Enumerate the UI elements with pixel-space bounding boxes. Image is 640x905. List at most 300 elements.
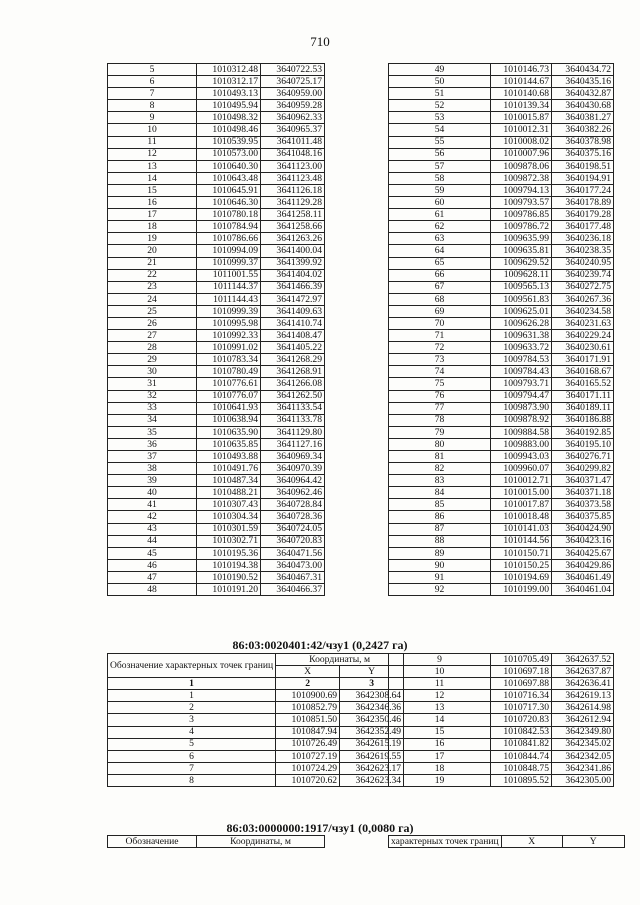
- point-number-cell: 36: [108, 438, 197, 450]
- x-coordinate-cell: 1010018.48: [491, 511, 552, 523]
- x-coordinate-cell: 1010495.94: [197, 100, 261, 112]
- y-coordinate-cell: 3640959.00: [261, 88, 325, 100]
- table-row: [389, 535, 614, 547]
- y-coordinate-cell: 3641405.22: [261, 342, 325, 354]
- plot2-header-left: [107, 835, 325, 848]
- y-coordinate-cell: 3642637.52: [552, 654, 614, 666]
- x-coordinate-cell: 1010842.53: [491, 726, 552, 738]
- y-coordinate-cell: 3640429.86: [552, 559, 614, 571]
- x-coordinate-cell: 1009784.43: [491, 366, 552, 378]
- y-coordinate-cell: 3641410.74: [261, 317, 325, 329]
- y-coordinate-cell: 3640970.39: [261, 463, 325, 475]
- table-row: [108, 100, 325, 112]
- point-number-cell: 61: [389, 209, 491, 221]
- point-number-cell: 30: [108, 366, 197, 378]
- table-row: [389, 523, 614, 535]
- y-coordinate-cell: 3642342.05: [552, 750, 614, 762]
- plot-coordinates-table-right: [388, 653, 614, 787]
- x-coordinate-cell: 1010302.71: [197, 535, 261, 547]
- x-coordinate-cell: 1010015.00: [491, 487, 552, 499]
- table-row: [389, 257, 614, 269]
- x-coordinate-cell: 1010991.02: [197, 342, 261, 354]
- y-coordinate-cell: 3640720.83: [261, 535, 325, 547]
- x-coordinate-cell: 1009878.06: [491, 160, 552, 172]
- y-coordinate-cell: 3642614.98: [552, 702, 614, 714]
- x-coordinate-cell: 1010999.39: [197, 305, 261, 317]
- table-row: [389, 366, 614, 378]
- point-number-cell: 38: [108, 463, 197, 475]
- y-coordinate-cell: 3640962.33: [261, 112, 325, 124]
- x-coordinate-cell: 1009943.03: [491, 451, 552, 463]
- point-number-cell: 13: [108, 160, 197, 172]
- x-coordinate-cell: 1010784.94: [197, 221, 261, 233]
- coordinates-table-body: [108, 64, 325, 596]
- table-row: [108, 750, 404, 762]
- y-coordinate-cell: 3640466.37: [261, 584, 325, 596]
- x-coordinate-cell: 1010780.49: [197, 366, 261, 378]
- y-coordinate-cell: 3642352.49: [340, 726, 404, 738]
- x-coordinate-cell: 1010307.43: [197, 499, 261, 511]
- x-coordinate-cell: 1009625.01: [491, 305, 552, 317]
- point-number-cell: 58: [389, 172, 491, 184]
- point-number-cell: 91: [389, 571, 491, 583]
- table-row: [108, 414, 325, 426]
- table-row: [108, 523, 325, 535]
- y-coordinate-cell: 3640171.91: [552, 354, 614, 366]
- point-number-cell: 68: [389, 293, 491, 305]
- point-number-cell: 19: [108, 233, 197, 245]
- y-coordinate-cell: 3642350.46: [340, 714, 404, 726]
- y-coordinate-cell: 3642615.19: [340, 738, 404, 750]
- x-coordinate-cell: 1009786.85: [491, 209, 552, 221]
- point-number-cell: 75: [389, 378, 491, 390]
- x-coordinate-cell: 1010851.50: [276, 714, 340, 726]
- y-coordinate-cell: 3641266.08: [261, 378, 325, 390]
- y-coordinate-cell: 3641262.50: [261, 390, 325, 402]
- plot-coordinates-table-left: [107, 653, 404, 787]
- x-coordinate-cell: 1010640.30: [197, 160, 261, 172]
- point-number-cell: 85: [389, 499, 491, 511]
- y-coordinate-cell: 3640267.36: [552, 293, 614, 305]
- point-number-cell: 90: [389, 559, 491, 571]
- point-number-cell: 70: [389, 317, 491, 329]
- x-coordinate-cell: 1010705.49: [491, 654, 552, 666]
- point-number-cell: 15: [389, 726, 491, 738]
- table-row: [108, 160, 325, 172]
- point-number-cell: 12: [108, 148, 197, 160]
- point-number-cell: 81: [389, 451, 491, 463]
- y-coordinate-cell: 3640425.67: [552, 547, 614, 559]
- y-coordinate-cell: 3642349.80: [552, 726, 614, 738]
- y-coordinate-cell: 3640194.91: [552, 172, 614, 184]
- x-coordinate-cell: 1010638.94: [197, 414, 261, 426]
- x-coordinate-cell: 1010150.71: [491, 547, 552, 559]
- x-coordinate-cell: 1010724.29: [276, 762, 340, 774]
- point-number-cell: 16: [108, 197, 197, 209]
- table-row: [108, 197, 325, 209]
- y-header: Y: [340, 666, 404, 678]
- y-coordinate-cell: 3640964.42: [261, 475, 325, 487]
- table-row: [108, 547, 325, 559]
- y-coordinate-cell: 3640373.58: [552, 499, 614, 511]
- point-number-cell: 23: [108, 281, 197, 293]
- y-header: Y: [562, 836, 624, 848]
- y-coordinate-cell: 3640165.52: [552, 378, 614, 390]
- point-number-cell: 26: [108, 317, 197, 329]
- table-row: [108, 172, 325, 184]
- table-row: [389, 317, 614, 329]
- x-coordinate-cell: 1010646.30: [197, 197, 261, 209]
- x-coordinate-cell: 1010643.48: [197, 172, 261, 184]
- point-number-cell: 54: [389, 124, 491, 136]
- table-row: [108, 535, 325, 547]
- coordinates-header: Координаты, м: [197, 836, 325, 848]
- y-coordinate-cell: 3640231.63: [552, 317, 614, 329]
- x-coordinate-cell: 1009960.07: [491, 463, 552, 475]
- x-coordinate-cell: 1010716.34: [491, 690, 552, 702]
- x-coordinate-cell: 1009628.11: [491, 269, 552, 281]
- table-row: [389, 378, 614, 390]
- y-coordinate-cell: 3642308.64: [340, 690, 404, 702]
- x-coordinate-cell: 1010139.34: [491, 100, 552, 112]
- coordinates-header: Координаты, м: [276, 654, 404, 666]
- x-coordinate-cell: 1010720.83: [491, 714, 552, 726]
- point-number-cell: 1: [108, 690, 276, 702]
- table-row: [389, 654, 614, 666]
- table-row: [108, 269, 325, 281]
- point-number-cell: 7: [108, 88, 197, 100]
- column-number: 1: [108, 678, 276, 690]
- table-row: [389, 487, 614, 499]
- x-coordinate-cell: 1010312.48: [197, 64, 261, 76]
- y-coordinate-cell: 3641466.39: [261, 281, 325, 293]
- y-coordinate-cell: 3640725.17: [261, 76, 325, 88]
- table-row: [389, 426, 614, 438]
- y-coordinate-cell: 3640171.11: [552, 390, 614, 402]
- x-coordinate-cell: 1011144.37: [197, 281, 261, 293]
- y-coordinate-cell: 3642345.02: [552, 738, 614, 750]
- point-number-cell: 13: [389, 702, 491, 714]
- table-row: [389, 475, 614, 487]
- x-coordinate-cell: 1011001.55: [197, 269, 261, 281]
- y-coordinate-cell: 3641268.91: [261, 366, 325, 378]
- y-coordinate-cell: 3640471.56: [261, 547, 325, 559]
- y-coordinate-cell: 3641263.26: [261, 233, 325, 245]
- y-coordinate-cell: 3641408.47: [261, 330, 325, 342]
- table-row: [389, 726, 614, 738]
- coordinates-table-right: [388, 63, 614, 596]
- table-row: [389, 269, 614, 281]
- point-number-cell: 71: [389, 330, 491, 342]
- point-number-cell: 73: [389, 354, 491, 366]
- point-number-cell: 12: [389, 690, 491, 702]
- point-number-cell: 51: [389, 88, 491, 100]
- x-coordinate-cell: 1010635.85: [197, 438, 261, 450]
- table-row: [108, 354, 325, 366]
- point-number-cell: 40: [108, 487, 197, 499]
- x-header: X: [276, 666, 340, 678]
- table-row: [389, 233, 614, 245]
- point-number-cell: 19: [389, 774, 491, 786]
- x-coordinate-cell: 1011144.43: [197, 293, 261, 305]
- x-coordinate-cell: 1010841.82: [491, 738, 552, 750]
- table-row: [108, 245, 325, 257]
- point-number-cell: 72: [389, 342, 491, 354]
- y-coordinate-cell: 3640461.04: [552, 584, 614, 596]
- y-coordinate-cell: 3640299.82: [552, 463, 614, 475]
- x-coordinate-cell: 1010539.95: [197, 136, 261, 148]
- x-coordinate-cell: 1009794.47: [491, 390, 552, 402]
- x-coordinate-cell: 1010194.38: [197, 559, 261, 571]
- point-designation-header: Обозначение: [108, 836, 197, 848]
- x-coordinate-cell: 1009786.72: [491, 221, 552, 233]
- table-row: [389, 148, 614, 160]
- y-coordinate-cell: 3640198.51: [552, 160, 614, 172]
- point-number-cell: 31: [108, 378, 197, 390]
- x-coordinate-cell: 1009631.38: [491, 330, 552, 342]
- x-coordinate-cell: 1010717.30: [491, 702, 552, 714]
- point-number-cell: 48: [108, 584, 197, 596]
- point-number-cell: 11: [389, 678, 491, 690]
- x-coordinate-cell: 1010190.52: [197, 571, 261, 583]
- table-row: [389, 499, 614, 511]
- point-number-cell: 14: [108, 172, 197, 184]
- x-coordinate-cell: 1010140.68: [491, 88, 552, 100]
- x-coordinate-cell: 1010015.87: [491, 112, 552, 124]
- x-coordinate-cell: 1010726.49: [276, 738, 340, 750]
- y-coordinate-cell: 3640186.88: [552, 414, 614, 426]
- point-number-cell: 62: [389, 221, 491, 233]
- table-row: [389, 160, 614, 172]
- table-row: [389, 547, 614, 559]
- point-number-cell: 17: [108, 209, 197, 221]
- x-coordinate-cell: 1010895.52: [491, 774, 552, 786]
- point-number-cell: 35: [108, 426, 197, 438]
- y-coordinate-cell: 3640177.48: [552, 221, 614, 233]
- table-row: [389, 402, 614, 414]
- x-coordinate-cell: 1009633.72: [491, 342, 552, 354]
- y-coordinate-cell: 3641126.18: [261, 184, 325, 196]
- section-title: 86:03:0020401:42/чзу1 (0,2427 га): [232, 638, 408, 652]
- y-coordinate-cell: 3642305.00: [552, 774, 614, 786]
- table-row: [389, 354, 614, 366]
- table-row: [389, 762, 614, 774]
- table-row: [389, 245, 614, 257]
- table-row: [389, 584, 614, 596]
- table-row: [108, 738, 404, 750]
- x-coordinate-cell: 1010900.69: [276, 690, 340, 702]
- x-coordinate-cell: 1009878.92: [491, 414, 552, 426]
- y-coordinate-cell: 3640461.49: [552, 571, 614, 583]
- table-row: [389, 112, 614, 124]
- table-row: [108, 438, 325, 450]
- point-number-cell: 15: [108, 184, 197, 196]
- y-coordinate-cell: 3640962.46: [261, 487, 325, 499]
- y-coordinate-cell: 3641133.54: [261, 402, 325, 414]
- section-title: 86:03:0000000:1917/чзу1 (0,0080 га): [226, 821, 414, 835]
- y-coordinate-cell: 3640371.18: [552, 487, 614, 499]
- x-coordinate-cell: 1009565.13: [491, 281, 552, 293]
- x-coordinate-cell: 1010144.56: [491, 535, 552, 547]
- x-coordinate-cell: 1010992.33: [197, 330, 261, 342]
- x-coordinate-cell: 1010491.76: [197, 463, 261, 475]
- x-coordinate-cell: 1009626.28: [491, 317, 552, 329]
- point-number-cell: 18: [108, 221, 197, 233]
- y-coordinate-cell: 3640722.53: [261, 64, 325, 76]
- y-coordinate-cell: 3640238.35: [552, 245, 614, 257]
- point-number-cell: 17: [389, 750, 491, 762]
- x-coordinate-cell: 1010493.13: [197, 88, 261, 100]
- point-number-cell: 57: [389, 160, 491, 172]
- x-coordinate-cell: 1009629.52: [491, 257, 552, 269]
- x-coordinate-cell: 1010727.19: [276, 750, 340, 762]
- y-coordinate-cell: 3641129.80: [261, 426, 325, 438]
- table-row: [108, 124, 325, 136]
- y-coordinate-cell: 3640375.85: [552, 511, 614, 523]
- table-row: [389, 738, 614, 750]
- table-row: [108, 64, 325, 76]
- y-coordinate-cell: 3642637.87: [552, 666, 614, 678]
- point-number-cell: 80: [389, 438, 491, 450]
- point-number-cell: 78: [389, 414, 491, 426]
- table-row: [108, 221, 325, 233]
- point-number-cell: 22: [108, 269, 197, 281]
- table-row: [389, 390, 614, 402]
- x-coordinate-cell: 1010493.88: [197, 451, 261, 463]
- x-coordinate-cell: 1010498.46: [197, 124, 261, 136]
- x-coordinate-cell: 1010720.62: [276, 774, 340, 786]
- table-row: [389, 88, 614, 100]
- point-number-cell: 60: [389, 197, 491, 209]
- plot2-header-right: [388, 835, 625, 848]
- table-row: [108, 112, 325, 124]
- x-coordinate-cell: 1010199.00: [491, 584, 552, 596]
- point-number-cell: 10: [389, 666, 491, 678]
- y-coordinate-cell: 3642623.34: [340, 774, 404, 786]
- x-coordinate-cell: 1010012.31: [491, 124, 552, 136]
- x-coordinate-cell: 1010847.94: [276, 726, 340, 738]
- table-row: [389, 305, 614, 317]
- table-row: [389, 690, 614, 702]
- point-number-cell: 6: [108, 76, 197, 88]
- table-row: [108, 233, 325, 245]
- point-number-cell: 83: [389, 475, 491, 487]
- y-coordinate-cell: 3641400.04: [261, 245, 325, 257]
- table-row: [108, 726, 404, 738]
- point-number-cell: 92: [389, 584, 491, 596]
- y-coordinate-cell: 3642619.13: [552, 690, 614, 702]
- point-number-cell: 50: [389, 76, 491, 88]
- coordinates-table-left: [107, 63, 325, 596]
- point-number-cell: 84: [389, 487, 491, 499]
- table-row: [108, 571, 325, 583]
- point-number-cell: 41: [108, 499, 197, 511]
- y-coordinate-cell: 3640434.72: [552, 64, 614, 76]
- y-coordinate-cell: 3642623.17: [340, 762, 404, 774]
- table-row: [108, 559, 325, 571]
- point-number-cell: 16: [389, 738, 491, 750]
- table-row: [389, 209, 614, 221]
- y-coordinate-cell: 3641133.78: [261, 414, 325, 426]
- table-row: [389, 774, 614, 786]
- x-coordinate-cell: 1010776.61: [197, 378, 261, 390]
- point-designation-header: Обозначение характерных точек границ: [108, 654, 276, 678]
- y-coordinate-cell: 3640195.10: [552, 438, 614, 450]
- point-number-cell: 3: [108, 714, 276, 726]
- y-coordinate-cell: 3641127.16: [261, 438, 325, 450]
- table-row: [108, 330, 325, 342]
- point-number-cell: 77: [389, 402, 491, 414]
- x-coordinate-cell: 1009793.71: [491, 378, 552, 390]
- point-number-cell: 79: [389, 426, 491, 438]
- x-coordinate-cell: 1010012.71: [491, 475, 552, 487]
- table-row: [108, 762, 404, 774]
- point-number-cell: 29: [108, 354, 197, 366]
- point-number-cell: 18: [389, 762, 491, 774]
- y-coordinate-cell: 3640728.84: [261, 499, 325, 511]
- table-row: [108, 305, 325, 317]
- x-coordinate-cell: 1010017.87: [491, 499, 552, 511]
- y-coordinate-cell: 3640177.24: [552, 184, 614, 196]
- y-coordinate-cell: 3640179.28: [552, 209, 614, 221]
- point-number-cell: 87: [389, 523, 491, 535]
- y-coordinate-cell: 3640192.85: [552, 426, 614, 438]
- table-row: [389, 136, 614, 148]
- x-coordinate-cell: 1010141.03: [491, 523, 552, 535]
- point-number-cell: 82: [389, 463, 491, 475]
- y-coordinate-cell: 3641123.48: [261, 172, 325, 184]
- table-row: [389, 221, 614, 233]
- table-row: [389, 666, 614, 678]
- point-number-cell: 7: [108, 762, 276, 774]
- table-row: [389, 330, 614, 342]
- point-number-cell: 25: [108, 305, 197, 317]
- y-coordinate-cell: 3640473.00: [261, 559, 325, 571]
- table-row: [389, 714, 614, 726]
- y-coordinate-cell: 3642341.86: [552, 762, 614, 774]
- point-number-cell: 6: [108, 750, 276, 762]
- y-coordinate-cell: 3640239.74: [552, 269, 614, 281]
- coordinates-table-body: [108, 690, 404, 787]
- y-coordinate-cell: 3640371.47: [552, 475, 614, 487]
- point-number-cell: 5: [108, 738, 276, 750]
- x-coordinate-cell: 1010194.69: [491, 571, 552, 583]
- point-number-cell: 2: [108, 702, 276, 714]
- table-row: [108, 774, 404, 786]
- point-number-cell: 53: [389, 112, 491, 124]
- table-row: [389, 172, 614, 184]
- point-number-cell: 66: [389, 269, 491, 281]
- point-number-cell: 37: [108, 451, 197, 463]
- x-coordinate-cell: 1010191.20: [197, 584, 261, 596]
- table-row: [389, 571, 614, 583]
- table-row: [389, 76, 614, 88]
- x-coordinate-cell: 1010697.88: [491, 678, 552, 690]
- x-coordinate-cell: 1010007.96: [491, 148, 552, 160]
- point-number-cell: 44: [108, 535, 197, 547]
- y-coordinate-cell: 3640432.87: [552, 88, 614, 100]
- table-row: [108, 714, 404, 726]
- y-coordinate-cell: 3640959.28: [261, 100, 325, 112]
- table-row: [389, 750, 614, 762]
- x-coordinate-cell: 1010645.91: [197, 184, 261, 196]
- x-coordinate-cell: 1010498.32: [197, 112, 261, 124]
- y-coordinate-cell: 3642346.36: [340, 702, 404, 714]
- y-coordinate-cell: 3640229.24: [552, 330, 614, 342]
- point-number-cell: 56: [389, 148, 491, 160]
- point-number-cell: 42: [108, 511, 197, 523]
- table-row: [389, 64, 614, 76]
